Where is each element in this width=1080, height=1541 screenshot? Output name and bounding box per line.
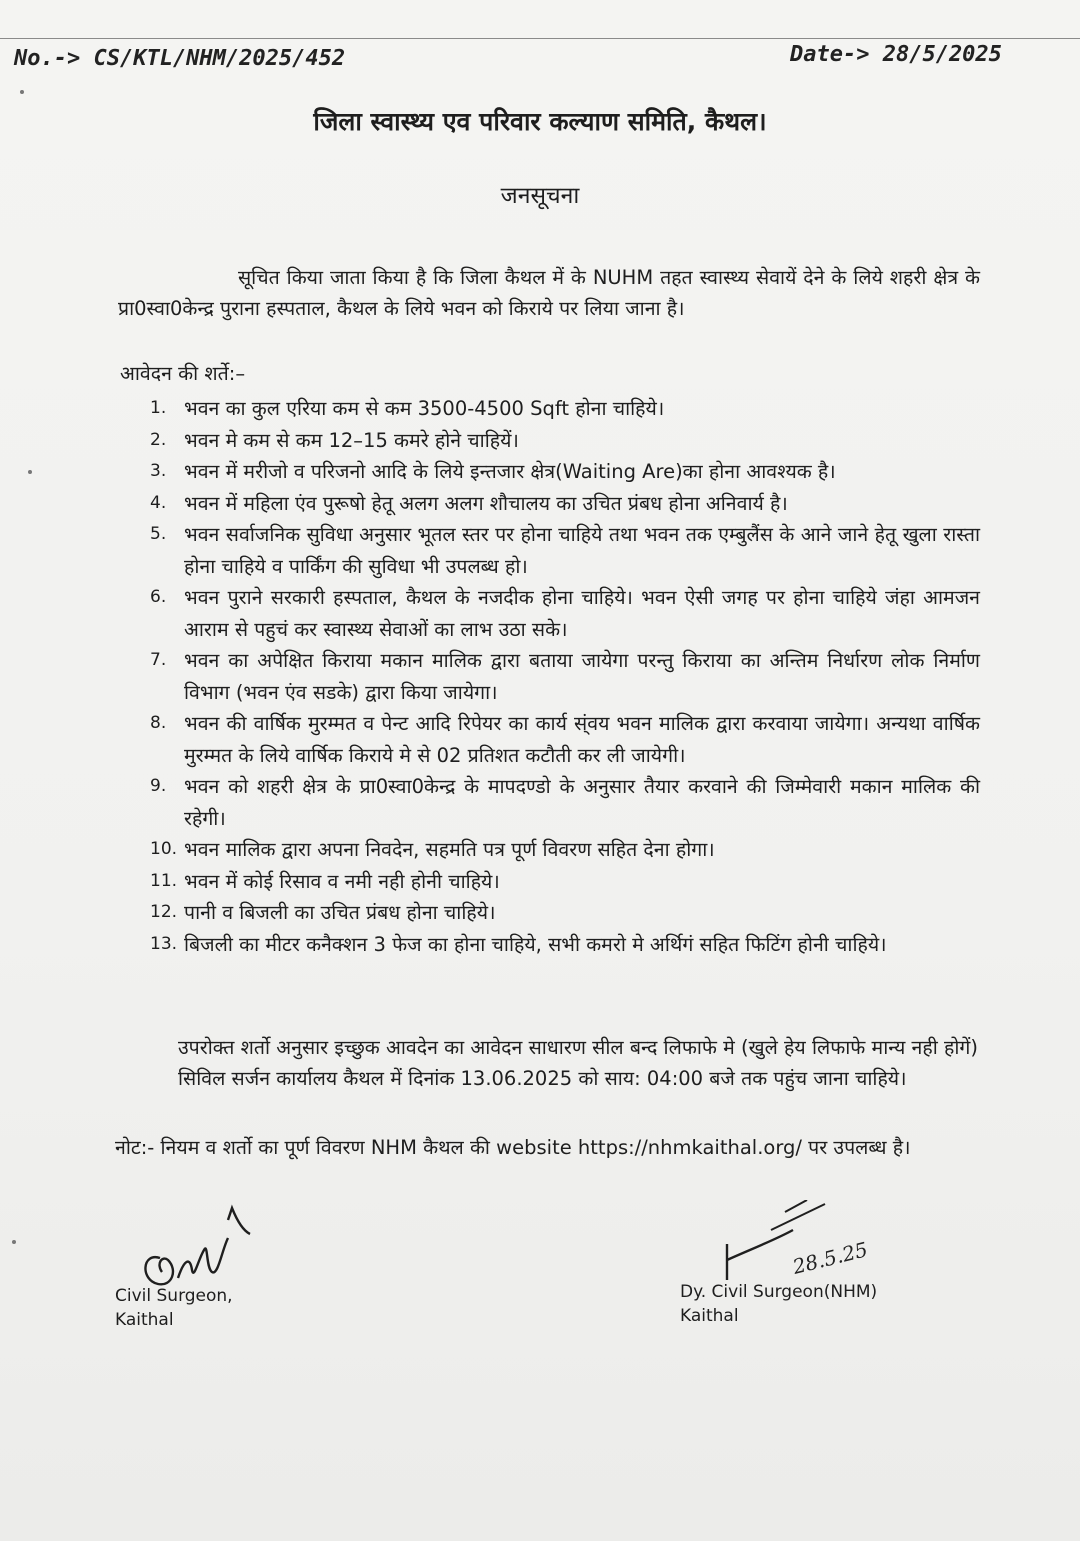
condition-text: भवन में मरीजो व परिजनो आदि के लिये इन्तजार क्षेत्र(Waiting Are)का होना आवश्यक है। <box>184 460 836 483</box>
condition-number: 8. <box>150 713 167 733</box>
condition-number: 12. <box>150 902 178 922</box>
condition-text: भवन को शहरी क्षेत्र के प्रा0स्वा0केन्द्र के मापदण्डो के अनुसार तैयार करवाने की जिम्मेवारी मकान मालिक की रहेगी। <box>184 775 980 830</box>
condition-text: भवन मे कम से कम 12–15 कमरे होने चाहियें। <box>184 428 519 452</box>
condition-text: भवन सर्वाजनिक सुविधा अनुसार भूतल स्तर पर होना चाहिये तथा भवन तक एम्बुलैंस के आने जाने हेतू खुला रास्ता होना चाहिये व पार्किंग की सुविधा भी उपलब्ध हो। <box>184 523 980 578</box>
condition-number: 2. <box>150 429 167 450</box>
condition-item <box>150 834 980 866</box>
condition-text: भवन मालिक द्वारा अपना निवदेन, सहमति पत्र पूर्ण विवरण सहित देना होगा। <box>184 838 715 861</box>
margin-speck <box>20 90 24 94</box>
condition-number: 11. <box>150 870 178 891</box>
signatory-title: Civil Surgeon, <box>115 1286 233 1306</box>
condition-number: 10. <box>150 839 178 859</box>
condition-item <box>150 519 980 582</box>
signatory-title: Dy. Civil Surgeon(NHM) <box>680 1282 878 1302</box>
margin-speck <box>12 1240 16 1244</box>
signatory-place: Kaithal <box>115 1310 174 1330</box>
condition-text: भवन में कोई रिसाव व नमी नही होनी चाहिये। <box>184 869 500 893</box>
condition-number: 5. <box>150 524 167 544</box>
margin-speck <box>28 470 32 474</box>
document-date: Date-> 28/5/2025 <box>790 42 1002 67</box>
submission-paragraph: उपरोक्त शर्तो अनुसार इच्छुक आवदेन का आवेदन साधारण सील बन्द लिफाफे मे (खुले हेय लिफाफे मान्य नही होगें) सिविल सर्जन कार्यालय कैथल में दिनांक 13.06.2025 को साय: 04:00 बजे तक पहुंच जाना चाहिये। <box>178 1036 978 1090</box>
condition-item <box>150 425 980 457</box>
intro-paragraph: सूचित किया जाता किया है कि जिला कैथल में के NUHM तहत स्वास्थ्य सेवायें देने के लिये शहरी क्षेत्र के प्रा0स्वा0केन्द्र पुराना हस्पताल, कैथल के लिये भवन को किराये पर लिया जाना है। <box>118 266 980 320</box>
condition-item <box>150 771 980 834</box>
signatory-place: Kaithal <box>680 1306 739 1326</box>
right-signatory <box>680 1280 877 1328</box>
reference-number: No.-> CS/KTL/NHM/2025/452 <box>14 46 346 71</box>
condition-number: 9. <box>150 776 167 796</box>
condition-item <box>150 393 980 425</box>
condition-text: पानी व बिजली का उचित प्रंबध होना चाहिये। <box>184 901 496 924</box>
condition-number: 4. <box>150 492 167 513</box>
conditions-heading: आवेदन की शर्ते:– <box>120 362 246 385</box>
condition-number: 3. <box>150 461 167 481</box>
condition-text: भवन की वार्षिक मुरम्मत व पेन्ट आदि रिपेयर का कार्य स्ंवय भवन मालिक द्वारा करवाया जायेगा। अन्यथा वार्षिक मुरम्मत के लिये वार्षिक किराये मे से 02 प्रतिशत कटौती कर ली जायेगी। <box>184 712 980 767</box>
condition-text: भवन पुराने सरकारी हस्पताल, कैथल के नजदीक होना चाहिये। भवन ऐसी जगह पर होना चाहिये जंहा आमजन आराम से पहुचं कर स्वास्थ्य सेवाओं का लाभ उठा सके। <box>184 586 980 641</box>
condition-item <box>150 897 980 929</box>
top-edge-line <box>0 38 1080 39</box>
left-signatory <box>115 1284 233 1332</box>
condition-text: बिजली का मीटर कनैक्शन 3 फेज का होना चाहिये, सभी कमरो मे अर्थिगं सहित फिटिंग होनी चाहिये। <box>184 932 887 956</box>
condition-number: 13. <box>150 933 178 954</box>
signature-date: 28.5.25 <box>790 1237 871 1279</box>
condition-text: भवन का अपेक्षित किराया मकान मालिक द्वारा बताया जायेगा परन्तु किराया का अन्तिम निर्धारण लोक निर्माण विभाग (भवन एंव सडके) द्वारा किया जायेगा। <box>184 649 980 704</box>
condition-number: 6. <box>150 587 167 607</box>
conditions-list <box>150 393 980 960</box>
condition-item <box>150 645 980 708</box>
condition-item <box>150 488 980 520</box>
condition-number: 1. <box>150 398 167 418</box>
condition-text: भवन का कुल एरिया कम से कम 3500-4500 Sqft होना चाहिये। <box>184 397 665 420</box>
office-title: जिला स्वास्थ्य एव परिवार कल्याण समिति, कैथल। <box>313 107 767 136</box>
condition-text: भवन में महिला एंव पुरूषो हेतू अलग अलग शौचालय का उचित प्रंबध होना अनिवार्य है। <box>184 491 788 515</box>
condition-item <box>150 866 980 898</box>
condition-number: 7. <box>150 650 167 670</box>
condition-item <box>150 708 980 771</box>
notice-heading: जनसूचना <box>500 183 580 209</box>
condition-item <box>150 929 980 961</box>
condition-item <box>150 582 980 645</box>
deputy-surgeon-signature <box>715 1200 835 1290</box>
note-paragraph: नोट:- नियम व शर्तो का पूर्ण विवरण NHM कैथल की website https://nhmkaithal.org/ पर उपलब्ध है। <box>115 1136 911 1159</box>
condition-item <box>150 456 980 488</box>
